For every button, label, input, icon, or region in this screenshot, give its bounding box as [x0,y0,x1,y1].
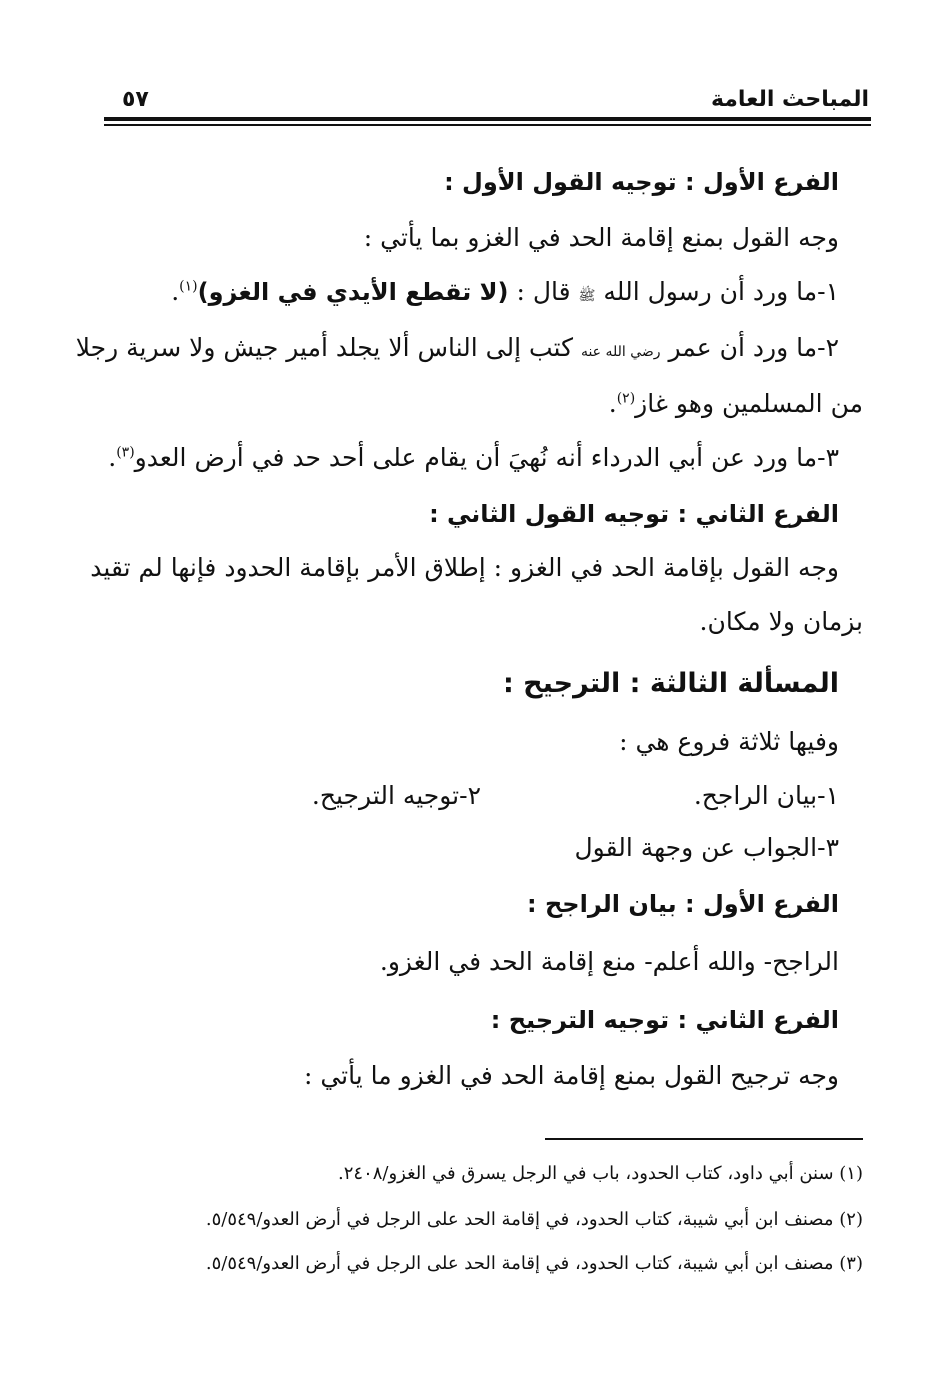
branch-list-item-1: ١-بيان الراجح. [693,781,839,810]
footnote-ref-2: (٢) [616,390,636,407]
hadith-quote: (لا تقطع الأيدي في الغزو) [197,278,509,306]
footnote-3: (٣) مصنف ابن أبي شيبة، كتاب الحدود، في إقامة الحد على الرجل في أرض العدو/٥/٥٤٩. [205,1253,863,1274]
header-rule-thin [104,124,871,126]
section-heading-5: الفرع الثاني : توجيه الترجيح : [490,1006,839,1034]
honorific-glyph: رضي الله عنه [580,344,661,360]
paragraph-4: الراجح- والله أعلم- منع إقامة الحد في الغزو. [379,947,839,976]
footnote-ref-1: (١) [179,278,198,295]
paragraph-2-line-1: وجه القول بإقامة الحد في الغزو : إطلاق الأمر بإقامة الحدود فإنها لم تقيد [90,553,839,582]
branch-list-item-2: ٢-توجيه الترجيح. [311,781,481,810]
section-heading-1: الفرع الأول : توجيه القول الأول : [444,168,839,196]
list-item-1: ١-ما ورد أن رسول الله ﷺ قال : (لا تقطع الأيدي في الغزو)$^{(١)}$. [171,277,839,306]
list-item-2 [75,328,839,372]
section-heading-2: الفرع الثاني : توجيه القول الثاني : [429,500,839,528]
item2-pre: ٢-ما ورد أن عمر [668,333,839,362]
honorific-glyph: ﷺ [578,288,596,304]
footnote-separator [545,1138,863,1140]
running-head: المباحث العامة [710,87,869,112]
paragraph-5: وجه ترجيح القول بمنع إقامة الحد في الغزو ما يأتي : [303,1061,839,1090]
header-rule-thick [104,117,871,121]
page-header [108,84,869,116]
footnote-2: (٢) مصنف ابن أبي شيبة، كتاب الحدود، في إقامة الحد على الرجل في أرض العدو/٥/٥٤٩. [205,1209,863,1230]
footnote-ref-3: (٣) [116,444,135,461]
item1-pre: ١-ما ورد أن رسول الله [603,277,839,306]
branch-list-item-3: ٣-الجواب عن وجهة القول [574,833,839,862]
list-item-2-continued: من المسلمين وهو غاز$^{(٢)}$. [608,389,863,418]
paragraph-1: وجه القول بمنع إقامة الحد في الغزو بما يأتي : [363,223,839,252]
paragraph-3: وفيها ثلاثة فروع هي : [619,727,839,756]
item1-mid: قال : [516,277,571,306]
footnote-1: (١) سنن أبي داود، كتاب الحدود، باب في الرجل يسرق في الغزو/٢٤٠٨. [338,1163,863,1184]
list-item-3: ٣-ما ورد عن أبي الدرداء أنه نُهيَ أن يقام على أحد حد في أرض العدو$^{(٣)}$. [108,443,839,472]
section-heading-3: المسألة الثالثة : الترجيح : [502,668,839,699]
item2-post: كتب إلى الناس ألا يجلد أمير جيش ولا سرية رجلا [75,333,573,362]
section-heading-4: الفرع الأول : بيان الراجح : [527,890,839,918]
paragraph-2-line-2: بزمان ولا مكان. [699,607,863,636]
page-number: ٥٧ [122,87,149,112]
